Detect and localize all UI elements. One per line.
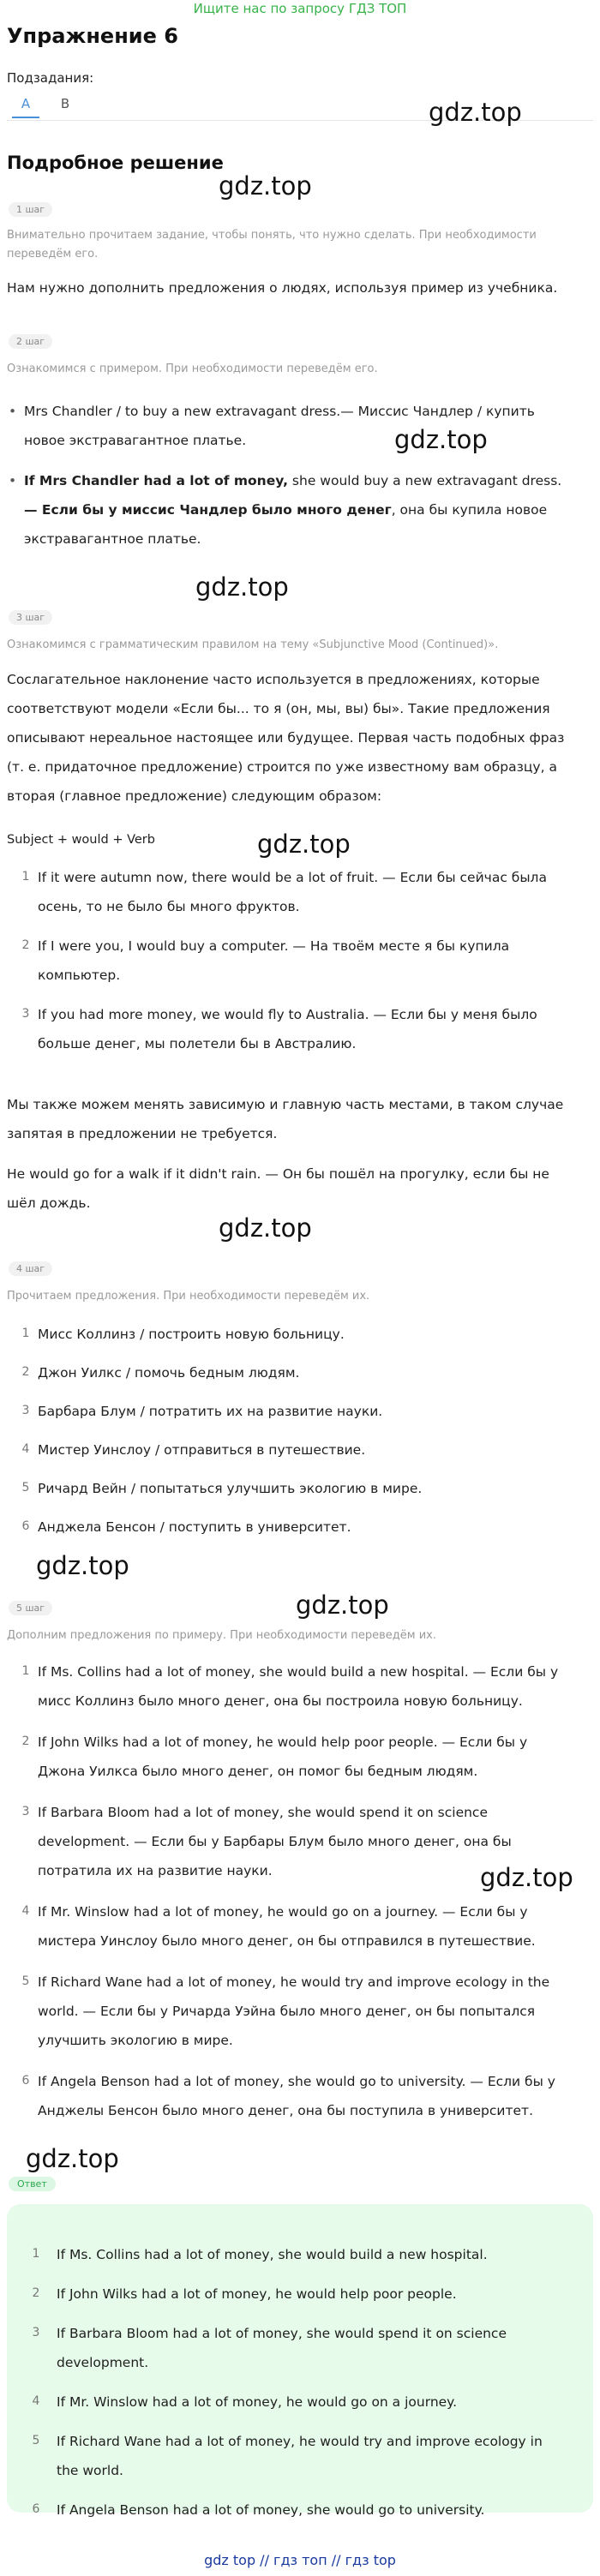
step-note: Ознакомимся с грамматическим правилом на тему «Subjunctive Mood (Continued)». [7, 638, 499, 651]
line: If Mr. Winslow had a lot of money, he would go on a journey. — Если бы у [38, 1904, 528, 1920]
watermark: gdz.top [296, 1591, 389, 1620]
item-number: 1 [21, 1664, 30, 1678]
item-text [38, 2067, 586, 2125]
list-item [7, 2067, 590, 2137]
watermark: gdz.top [36, 1551, 129, 1580]
item-number: 3 [21, 1007, 30, 1021]
bold-text: — Если бы у миссис Чандлер было много денег [24, 502, 392, 518]
bullet-line: экстравагантное платье. [24, 531, 201, 547]
line: описывают нереальное настоящее или будущее. Первая часть подобных фраз [7, 730, 565, 746]
watermark: gdz.top [195, 572, 289, 602]
bullet-line [24, 495, 590, 524]
item-text: Мисс Коллинз / построить новую больницу. [38, 1327, 345, 1342]
item-number: 4 [21, 1904, 30, 1918]
answer-badge: Ответ [9, 2177, 56, 2191]
line: If John Wilks had a lot of money, he would help poor people. — Если бы у [38, 1734, 528, 1750]
watermark: gdz.top [429, 98, 522, 127]
sentence-list [7, 1320, 590, 1551]
step-note: Внимательно прочитаем задание, чтобы понять, что нужно сделать. При необходимости переведём его. [7, 229, 537, 261]
line: больше денег, мы полетели бы в Австралию. [38, 1036, 357, 1051]
list-item [17, 2495, 583, 2535]
watermark: gdz.top [480, 1863, 573, 1892]
item-number: 4 [32, 2394, 40, 2408]
line: Мы также можем менять зависимую и главную часть местами, в таком случае [7, 1097, 564, 1112]
watermark: gdz.top [257, 830, 351, 859]
item-text [38, 1000, 586, 1058]
page-title: Упражнение 6 [7, 24, 178, 48]
item-text [38, 932, 586, 990]
line: If Angela Benson had a lot of money, she would go to university. — Если бы у [38, 2074, 555, 2089]
line: world. — Если бы у Ричарда Уэйна было много денег, он бы попытался [38, 2004, 536, 2019]
item-number: 3 [21, 1805, 30, 1818]
item-number: 3 [32, 2326, 40, 2339]
item-text: If Angela Benson had a lot of money, she would go to university. [57, 2502, 485, 2518]
list-item [7, 1968, 590, 2067]
line: компьютер. [38, 967, 121, 983]
bullet-line [24, 466, 590, 495]
rule-paragraph [7, 1159, 590, 1218]
line: the world. [57, 2463, 123, 2478]
line: мистера Уинслоу было много денег, он бы отправился в путешествие. [38, 1933, 536, 1949]
item-text [38, 1728, 586, 1786]
list-item [7, 932, 590, 1000]
item-text [57, 2427, 579, 2485]
item-text: Ричард Вейн / попытаться улучшить экологию в мире. [38, 1481, 423, 1496]
watermark: gdz.top [394, 425, 488, 454]
bold-text: If Mrs Chandler had a lot of money, [24, 473, 288, 488]
item-text: If Mr. Winslow had a lot of money, he would go on a journey. [57, 2394, 458, 2410]
line: If Richard Wane had a lot of money, he would try and improve ecology in the [38, 1974, 550, 1990]
list-item [7, 1728, 590, 1798]
line: запятая в предложении не требуется. [7, 1126, 278, 1141]
item-number: 1 [21, 870, 30, 884]
step-badge: 4 шаг [9, 1261, 52, 1276]
item-number: 4 [21, 1442, 30, 1456]
item-number: 6 [21, 2074, 30, 2088]
item-text: If John Wilks had a lot of money, he would help poor people. [57, 2286, 457, 2302]
item-text: Джон Уилкс / помочь бедным людям. [38, 1365, 300, 1381]
step-text: Нам нужно дополнить предложения о людях, используя пример из учебника. [7, 280, 558, 296]
watermark: gdz.top [219, 1213, 312, 1243]
list-item [7, 1474, 590, 1513]
list-item [17, 2387, 583, 2427]
step-badge: 3 шаг [9, 610, 52, 625]
line: потратила их на развитие науки. [38, 1863, 273, 1878]
list-item [7, 863, 590, 932]
formula: Subject + would + Verb [7, 833, 155, 847]
list-item [17, 2240, 583, 2279]
example-bullet [24, 466, 590, 554]
item-number: 2 [21, 938, 30, 952]
item-number: 5 [21, 1481, 30, 1495]
list-item [17, 2279, 583, 2319]
answer-list [17, 2240, 583, 2535]
line: (т. е. придаточное предложение) строится по уже известному вам образцу, а [7, 759, 557, 775]
list-item [7, 1798, 590, 1897]
example-bullet [24, 397, 590, 455]
watermark: gdz.top [219, 171, 312, 201]
text: she would buy a new extravagant dress. [288, 473, 562, 488]
item-text: Мистер Уинслоу / отправиться в путешествие. [38, 1442, 366, 1458]
list-item [7, 1397, 590, 1435]
item-text: Анджела Бенсон / поступить в университет. [38, 1519, 351, 1535]
bullet-line: новое экстравагантное платье. [24, 433, 247, 448]
item-text [38, 1657, 586, 1716]
step-note: Дополним предложения по примеру. При необходимости переведём их. [7, 1629, 437, 1642]
list-item [7, 1358, 590, 1397]
list-item [7, 1320, 590, 1358]
line: Анджелы Бенсон было много денег, она бы поступила в университет. [38, 2103, 534, 2118]
item-number: 2 [32, 2286, 40, 2300]
footer-links[interactable]: gdz top // гдз топ // гдз top [204, 2552, 396, 2568]
list-item [7, 1657, 590, 1728]
item-text [38, 1897, 586, 1956]
list-item [7, 1000, 590, 1069]
item-text: Барбара Блум / потратить их на развитие науки. [38, 1404, 383, 1419]
line: шёл дождь. [7, 1195, 91, 1211]
subtasks-label: Подзадания: [7, 70, 94, 86]
line: If Barbara Bloom had a lot of money, she would spend it on science [57, 2326, 507, 2341]
item-text [38, 863, 586, 921]
step-badge: 5 шаг [9, 1601, 52, 1615]
line: He would go for a walk if it didn't rain. — Он бы пошёл на прогулку, если бы не [7, 1166, 549, 1182]
item-number: 2 [21, 1365, 30, 1379]
item-number: 5 [21, 1974, 30, 1988]
item-text [38, 1968, 586, 2055]
item-number: 1 [32, 2247, 40, 2261]
item-number: 6 [32, 2502, 40, 2516]
example-list [7, 863, 590, 1069]
item-text [57, 2319, 579, 2377]
line: осень, то не было бы много фруктов. [38, 899, 300, 914]
line: Джона Уилкса было много денег, он помог бы бедным людям. [38, 1764, 478, 1779]
top-banner: Ищите нас по запросу ГДЗ ТОП [193, 1, 407, 16]
line: If you had more money, we would fly to Australia. — Если бы у меня было [38, 1007, 537, 1022]
item-number: 6 [21, 1519, 30, 1533]
step-note: Ознакомимся с примером. При необходимости переведём его. [7, 362, 378, 375]
rule-paragraph [7, 665, 590, 811]
item-text: If Ms. Collins had a lot of money, she would build a new hospital. [57, 2247, 488, 2262]
item-number: 3 [21, 1404, 30, 1417]
tab-b[interactable]: B [60, 96, 70, 111]
line: соответствуют модели «Если бы... то я (он, мы, вы) бы». Такие предложения [7, 701, 550, 716]
item-text [38, 1798, 586, 1885]
rule-paragraph [7, 1090, 590, 1148]
item-number: 5 [32, 2434, 40, 2447]
list-item [17, 2319, 583, 2387]
bullet-line: • Mrs Chandler / to buy a new extravagant dress.— Миссис Чандлер / купить [24, 404, 535, 419]
watermark: gdz.top [26, 2144, 119, 2173]
step-note: Прочитаем предложения. При необходимости переведём их. [7, 1290, 370, 1303]
line: If it were autumn now, there would be a lot of fruit. — Если бы сейчас была [38, 870, 547, 885]
line: development. [57, 2355, 149, 2370]
line: If Ms. Collins had a lot of money, she would build a new hospital. — Если бы у [38, 1664, 559, 1680]
tab-a[interactable]: A [12, 94, 39, 118]
solution-heading: Подробное решение [7, 153, 224, 173]
list-item [17, 2427, 583, 2495]
line: If I were you, I would buy a computer. — На твоём месте я бы купила [38, 938, 510, 954]
line: вторая (главное предложение) следующим образом: [7, 788, 382, 804]
line: улучшить экологию в мире. [38, 2033, 233, 2048]
step-badge: 1 шаг [9, 202, 52, 217]
list-item [7, 1435, 590, 1474]
list-item [7, 1513, 590, 1551]
line: development. — Если бы у Барбары Блум было много денег, она бы [38, 1834, 512, 1849]
sentence-list [7, 1657, 590, 2137]
list-item [7, 1897, 590, 1968]
line: Сослагательное наклонение часто используется в предложениях, которые [7, 672, 540, 687]
line: If Barbara Bloom had a lot of money, she would spend it on science [38, 1805, 488, 1820]
item-number: 1 [21, 1327, 30, 1340]
line: If Richard Wane had a lot of money, he would try and improve ecology in [57, 2434, 543, 2449]
text: , она бы купила новое [391, 502, 548, 518]
step-badge: 2 шаг [9, 334, 52, 349]
item-number: 2 [21, 1734, 30, 1748]
line: мисс Коллинз было много денег, она бы построила новую больницу. [38, 1693, 523, 1709]
